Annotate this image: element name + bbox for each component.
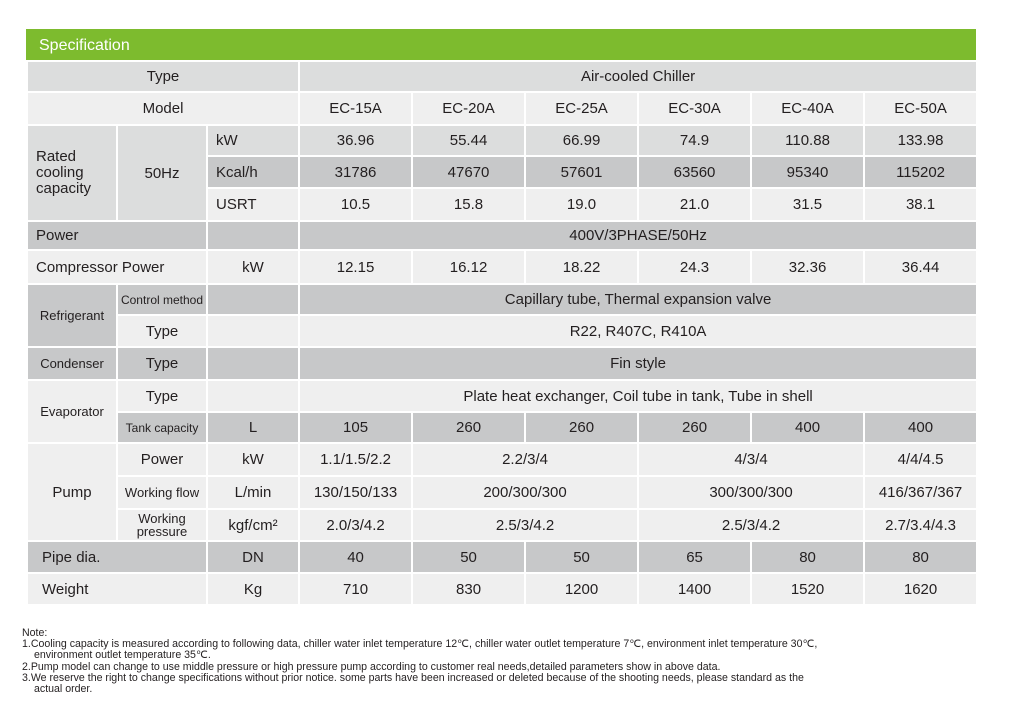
- evaporator-type-label: Type: [117, 380, 207, 412]
- row-refrigerant-control: [27, 284, 977, 315]
- row-power: [27, 221, 977, 250]
- unit-cell: kW: [207, 250, 299, 284]
- value-cell: 130/150/133: [299, 476, 412, 509]
- unit-cell: L: [207, 412, 299, 443]
- condenser-type-label: Type: [117, 347, 207, 380]
- value-cell: 50: [412, 541, 525, 573]
- note-3: 3.We reserve the right to change specifications without prior notice. some parts have been increased or deleted because of the shooting needs, please standard as the: [22, 671, 804, 684]
- value-cell: 36.44: [864, 250, 977, 284]
- unit-cell: L/min: [207, 476, 299, 509]
- working-flow-label: Working flow: [117, 476, 207, 509]
- rated-freq: 50Hz: [117, 125, 207, 221]
- row-pump-flow: [27, 476, 977, 509]
- value-cell: 4/3/4: [638, 443, 864, 476]
- value-cell: 18.22: [525, 250, 638, 284]
- value-cell: 1520: [751, 573, 864, 605]
- value-cell: 105: [299, 412, 412, 443]
- value-cell: 24.3: [638, 250, 751, 284]
- refrigerant-label: Refrigerant: [27, 284, 117, 347]
- value-cell: 80: [864, 541, 977, 573]
- empty-unit-cell: [207, 284, 299, 315]
- empty-unit-cell: [207, 221, 299, 250]
- empty-unit-cell: [207, 347, 299, 380]
- row-pump-power: [27, 443, 977, 476]
- condenser-type-value: Fin style: [299, 347, 977, 380]
- value-cell: 10.5: [299, 188, 412, 221]
- value-cell: 260: [525, 412, 638, 443]
- value-cell: 2.7/3.4/4.3: [864, 509, 977, 541]
- condenser-label: Condenser: [27, 347, 117, 380]
- value-cell: 2.0/3/4.2: [299, 509, 412, 541]
- value-cell: 31786: [299, 156, 412, 188]
- row-model: [27, 92, 977, 125]
- pipe-label: Pipe dia.: [27, 541, 207, 573]
- value-cell: 63560: [638, 156, 751, 188]
- pump-power-label: Power: [117, 443, 207, 476]
- value-cell: 260: [412, 412, 525, 443]
- value-cell: 40: [299, 541, 412, 573]
- model-cell: EC-30A: [638, 92, 751, 125]
- spec-sheet: [26, 29, 976, 606]
- rated-capacity-label: Rated cooling capacity: [27, 125, 117, 221]
- evaporator-label: Evaporator: [27, 380, 117, 443]
- value-cell: 4/4/4.5: [864, 443, 977, 476]
- control-method-label: Control method: [117, 284, 207, 315]
- value-cell: 400: [864, 412, 977, 443]
- notes-heading: Note:: [22, 627, 48, 639]
- row-type: [27, 61, 977, 92]
- value-cell: 12.15: [299, 250, 412, 284]
- refrigerant-type-label: Type: [117, 315, 207, 347]
- value-cell: 115202: [864, 156, 977, 188]
- unit-cell: kgf/cm²: [207, 509, 299, 541]
- value-cell: 400: [751, 412, 864, 443]
- note-1: 1.Cooling capacity is measured according to following data, chiller water inlet temperature 12℃, chiller water outlet temperature 7℃, environment inlet temperature 30℃,: [22, 638, 818, 651]
- spec-table: [26, 60, 978, 606]
- unit-cell: USRT: [207, 188, 299, 221]
- pump-label: Pump: [27, 443, 117, 541]
- row-pipe: [27, 541, 977, 573]
- model-cell: EC-50A: [864, 92, 977, 125]
- value-cell: 2.5/3/4.2: [638, 509, 864, 541]
- value-cell: 15.8: [412, 188, 525, 221]
- evaporator-type-value: Plate heat exchanger, Coil tube in tank, Tube in shell: [299, 380, 977, 412]
- row-compressor: [27, 250, 977, 284]
- value-cell: 300/300/300: [638, 476, 864, 509]
- unit-cell: kW: [207, 443, 299, 476]
- type-value: Air-cooled Chiller: [299, 61, 977, 92]
- value-cell: 21.0: [638, 188, 751, 221]
- spec-title: Specification: [26, 29, 976, 60]
- value-cell: 57601: [525, 156, 638, 188]
- value-cell: 2.2/3/4: [412, 443, 638, 476]
- model-cell: EC-20A: [412, 92, 525, 125]
- row-weight: [27, 573, 977, 605]
- empty-unit-cell: [207, 315, 299, 347]
- model-cell: EC-25A: [525, 92, 638, 125]
- note-2: 2.Pump model can change to use middle pressure or high pressure pump according to customer real needs,detailed parameters show in above data.: [22, 660, 721, 673]
- value-cell: 1200: [525, 573, 638, 605]
- value-cell: 110.88: [751, 125, 864, 156]
- unit-cell: Kg: [207, 573, 299, 605]
- type-label: Type: [27, 61, 299, 92]
- value-cell: 65: [638, 541, 751, 573]
- value-cell: 19.0: [525, 188, 638, 221]
- row-pump-pressure: [27, 509, 977, 541]
- model-cell: EC-40A: [751, 92, 864, 125]
- value-cell: 47670: [412, 156, 525, 188]
- control-method-value: Capillary tube, Thermal expansion valve: [299, 284, 977, 315]
- value-cell: 95340: [751, 156, 864, 188]
- value-cell: 1620: [864, 573, 977, 605]
- value-cell: 1.1/1.5/2.2: [299, 443, 412, 476]
- value-cell: 38.1: [864, 188, 977, 221]
- power-label: Power: [27, 221, 207, 250]
- working-pressure-label: Working pressure: [117, 509, 207, 541]
- value-cell: 66.99: [525, 125, 638, 156]
- row-tank-capacity: [27, 412, 977, 443]
- row-evaporator-type: [27, 380, 977, 412]
- value-cell: 710: [299, 573, 412, 605]
- value-cell: 80: [751, 541, 864, 573]
- model-cell: EC-15A: [299, 92, 412, 125]
- tank-capacity-label: Tank capacity: [117, 412, 207, 443]
- refrigerant-type-value: R22, R407C, R410A: [299, 315, 977, 347]
- row-condenser: [27, 347, 977, 380]
- value-cell: 2.5/3/4.2: [412, 509, 638, 541]
- value-cell: 416/367/367: [864, 476, 977, 509]
- value-cell: 16.12: [412, 250, 525, 284]
- value-cell: 200/300/300: [412, 476, 638, 509]
- unit-cell: DN: [207, 541, 299, 573]
- row-rated-kw: [27, 125, 977, 156]
- value-cell: 55.44: [412, 125, 525, 156]
- empty-unit-cell: [207, 380, 299, 412]
- value-cell: 36.96: [299, 125, 412, 156]
- model-label: Model: [27, 92, 299, 125]
- power-value: 400V/3PHASE/50Hz: [299, 221, 977, 250]
- notes: [22, 628, 1002, 695]
- value-cell: 260: [638, 412, 751, 443]
- unit-cell: kW: [207, 125, 299, 156]
- value-cell: 50: [525, 541, 638, 573]
- value-cell: 74.9: [638, 125, 751, 156]
- value-cell: 31.5: [751, 188, 864, 221]
- value-cell: 133.98: [864, 125, 977, 156]
- value-cell: 830: [412, 573, 525, 605]
- weight-label: Weight: [27, 573, 207, 605]
- value-cell: 32.36: [751, 250, 864, 284]
- unit-cell: Kcal/h: [207, 156, 299, 188]
- value-cell: 1400: [638, 573, 751, 605]
- compressor-label: Compressor Power: [27, 250, 207, 284]
- note-3-cont: actual order.: [34, 683, 93, 696]
- note-1-cont: environment outlet temperature 35℃.: [34, 649, 211, 662]
- row-refrigerant-type: [27, 315, 977, 347]
